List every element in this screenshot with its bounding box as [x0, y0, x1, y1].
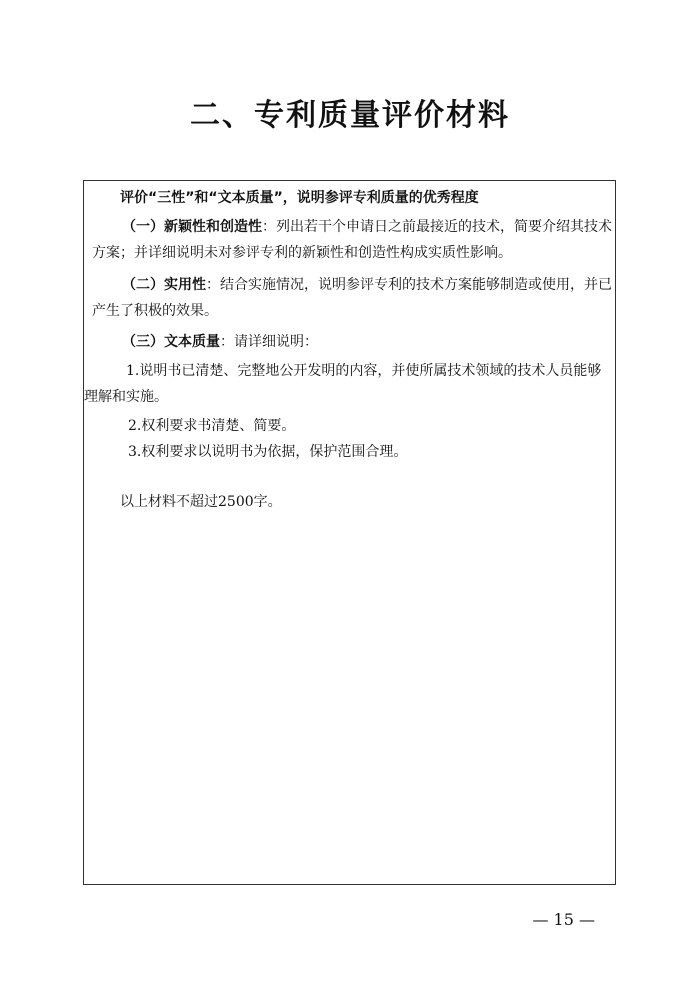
section-2-text: ：结合实施情况，说明参评专利的技术方案能够制造或使用，并已 — [206, 277, 612, 293]
section-3-line — [122, 333, 318, 351]
section-3-heading: （三）文本质量 — [122, 334, 220, 350]
item-2-line: 2.权利要求书清楚、简要。 — [128, 418, 296, 434]
item-3-line: 3.权利要求以说明书为依据，保护范围合理。 — [128, 444, 408, 460]
intro-line: 评价“三性”和“文本质量”，说明参评专利质量的优秀程度 — [120, 190, 479, 206]
section-2-heading: （二）实用性 — [122, 277, 206, 293]
material-box — [83, 180, 616, 885]
page-title: 二、专利质量评价材料 — [190, 98, 510, 133]
section-2-line-2: 产生了积极的效果。 — [92, 303, 218, 319]
section-1-text: ：列出若干个申请日之前最接近的技术，简要介绍其技术 — [262, 219, 612, 235]
section-1-line-1 — [122, 218, 612, 236]
word-limit-line: 以上材料不超过2500字。 — [120, 494, 282, 510]
section-3-text: ：请详细说明： — [220, 334, 318, 350]
item-1-line-1: 1.说明书已清楚、完整地公开发明的内容，并使所属技术领域的技术人员能够 — [126, 363, 602, 379]
item-1-line-2: 理解和实施。 — [84, 389, 168, 405]
section-1-heading: （一）新颖性和创造性 — [122, 219, 262, 235]
section-2-line-1 — [122, 276, 612, 294]
page-number: — 15 — — [532, 910, 595, 929]
section-1-line-2: 方案；并详细说明未对参评专利的新颖性和创造性构成实质性影响。 — [92, 245, 512, 261]
